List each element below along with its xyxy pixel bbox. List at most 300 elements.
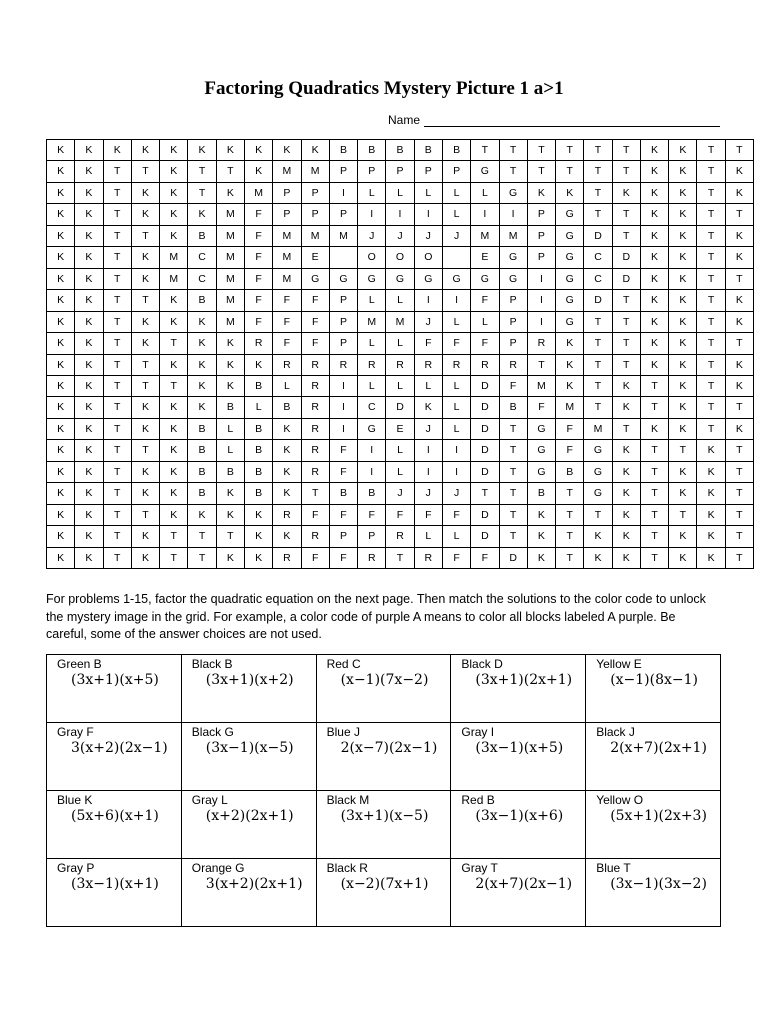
grid-cell: T — [386, 547, 414, 568]
grid-cell: R — [329, 354, 357, 375]
grid-cell: T — [612, 333, 640, 354]
factored-expression: (x+2)(2x+1) — [205, 808, 294, 824]
grid-cell: I — [358, 461, 386, 482]
grid-cell: J — [442, 225, 470, 246]
grid-cell: T — [499, 418, 527, 439]
grid-cell: T — [499, 504, 527, 525]
grid-cell: I — [527, 268, 555, 289]
grid-cell: P — [527, 247, 555, 268]
grid-cell: F — [273, 290, 301, 311]
grid-cell: E — [301, 247, 329, 268]
grid-cell: D — [471, 440, 499, 461]
grid-cell: K — [273, 440, 301, 461]
grid-cell: T — [697, 418, 725, 439]
grid-cell: J — [358, 225, 386, 246]
grid-cell: K — [244, 526, 272, 547]
color-code-label: Gray F — [57, 725, 94, 739]
grid-cell: M — [301, 161, 329, 182]
grid-cell: T — [103, 440, 131, 461]
grid-cell: L — [442, 375, 470, 396]
grid-cell: K — [640, 182, 668, 203]
grid-cell: R — [301, 354, 329, 375]
grid-cell: K — [697, 526, 725, 547]
grid-cell: L — [442, 182, 470, 203]
grid-cell: M — [216, 290, 244, 311]
grid-cell: K — [725, 418, 753, 439]
grid-cell: K — [47, 418, 75, 439]
grid-cell: K — [160, 140, 188, 161]
grid-cell: I — [442, 290, 470, 311]
grid-cell: M — [584, 418, 612, 439]
answer-choice — [451, 859, 586, 927]
answer-choices-table — [46, 654, 721, 927]
grid-cell: K — [47, 311, 75, 332]
grid-cell: R — [358, 354, 386, 375]
grid-cell: M — [160, 247, 188, 268]
grid-cell: P — [527, 204, 555, 225]
grid-cell: T — [103, 182, 131, 203]
grid-cell: K — [273, 461, 301, 482]
grid-cell: G — [358, 268, 386, 289]
grid-cell: G — [442, 268, 470, 289]
grid-cell: K — [640, 333, 668, 354]
grid-cell: K — [47, 354, 75, 375]
grid-cell: K — [640, 311, 668, 332]
grid-cell: T — [697, 225, 725, 246]
grid-cell: K — [612, 182, 640, 203]
grid-cell: K — [669, 225, 697, 246]
grid-cell: I — [527, 290, 555, 311]
grid-cell: K — [131, 333, 159, 354]
grid-cell: P — [329, 526, 357, 547]
grid-cell: D — [471, 418, 499, 439]
grid-cell: D — [471, 504, 499, 525]
grid-cell: T — [527, 354, 555, 375]
grid-cell: T — [725, 483, 753, 504]
grid-cell: D — [471, 461, 499, 482]
grid-row — [47, 461, 754, 482]
grid-cell: K — [669, 140, 697, 161]
grid-cell: F — [301, 333, 329, 354]
grid-cell: T — [103, 204, 131, 225]
grid-cell: K — [527, 526, 555, 547]
grid-cell: F — [556, 418, 584, 439]
grid-cell: B — [244, 461, 272, 482]
grid-cell: K — [160, 354, 188, 375]
grid-cell: T — [103, 504, 131, 525]
grid-cell: B — [244, 440, 272, 461]
grid-cell: K — [75, 354, 103, 375]
grid-cell: K — [188, 375, 216, 396]
grid-cell: F — [471, 333, 499, 354]
grid-cell: T — [527, 161, 555, 182]
grid-cell: R — [301, 397, 329, 418]
grid-cell: K — [640, 140, 668, 161]
factored-expression: (3x−1)(x+5) — [475, 740, 564, 756]
grid-cell: G — [584, 461, 612, 482]
grid-cell: D — [584, 225, 612, 246]
grid-cell: M — [273, 161, 301, 182]
grid-cell: G — [527, 461, 555, 482]
grid-cell: K — [640, 418, 668, 439]
grid-cell: K — [160, 504, 188, 525]
grid-cell: P — [301, 182, 329, 203]
grid-cell: K — [273, 418, 301, 439]
grid-cell: T — [160, 333, 188, 354]
grid-cell: K — [131, 397, 159, 418]
grid-cell: T — [103, 418, 131, 439]
grid-cell: B — [358, 140, 386, 161]
grid-cell: P — [499, 333, 527, 354]
grid-cell: L — [358, 375, 386, 396]
grid-cell: T — [640, 461, 668, 482]
grid-cell: K — [160, 440, 188, 461]
grid-cell: R — [244, 333, 272, 354]
grid-cell: G — [329, 268, 357, 289]
grid-cell: T — [556, 526, 584, 547]
grid-cell: T — [640, 440, 668, 461]
grid-cell: T — [640, 504, 668, 525]
grid-cell: K — [75, 461, 103, 482]
grid-cell: K — [612, 483, 640, 504]
grid-cell: M — [471, 225, 499, 246]
grid-cell: K — [301, 140, 329, 161]
color-code-label: Blue T — [596, 861, 631, 875]
grid-cell: K — [669, 268, 697, 289]
grid-cell: G — [471, 268, 499, 289]
grid-cell: T — [584, 204, 612, 225]
grid-cell: K — [75, 182, 103, 203]
grid-cell: I — [414, 290, 442, 311]
grid-cell: M — [273, 247, 301, 268]
grid-cell: T — [188, 182, 216, 203]
grid-cell: B — [188, 461, 216, 482]
grid-cell: K — [612, 461, 640, 482]
color-code-label: Red C — [326, 657, 361, 671]
grid-cell: D — [471, 526, 499, 547]
grid-cell: M — [273, 268, 301, 289]
grid-cell: K — [75, 311, 103, 332]
grid-cell: T — [697, 182, 725, 203]
grid-row — [47, 182, 754, 203]
grid-cell: J — [414, 311, 442, 332]
grid-cell: R — [358, 547, 386, 568]
grid-cell: L — [386, 333, 414, 354]
factored-expression: (3x−1)(x+6) — [475, 808, 564, 824]
grid-cell: T — [725, 333, 753, 354]
grid-cell: K — [669, 311, 697, 332]
grid-cell: K — [131, 418, 159, 439]
grid-cell: K — [75, 290, 103, 311]
grid-cell: K — [47, 504, 75, 525]
grid-cell: K — [697, 440, 725, 461]
grid-cell: T — [697, 290, 725, 311]
grid-cell: B — [442, 140, 470, 161]
color-code-label: Gray L — [191, 793, 228, 807]
grid-cell: G — [584, 440, 612, 461]
grid-cell: T — [103, 483, 131, 504]
grid-cell: K — [131, 182, 159, 203]
grid-cell: T — [499, 483, 527, 504]
grid-cell: T — [640, 375, 668, 396]
grid-cell: K — [75, 140, 103, 161]
answer-choice — [316, 655, 451, 723]
grid-row — [47, 247, 754, 268]
grid-cell: K — [612, 547, 640, 568]
answer-choice — [181, 655, 316, 723]
grid-cell: K — [669, 526, 697, 547]
grid-cell: K — [556, 333, 584, 354]
grid-cell: G — [556, 225, 584, 246]
grid-cell: K — [47, 440, 75, 461]
grid-cell: L — [414, 182, 442, 203]
grid-cell: T — [556, 547, 584, 568]
grid-cell: M — [273, 225, 301, 246]
grid-cell: K — [669, 397, 697, 418]
grid-cell: K — [131, 311, 159, 332]
grid-cell: K — [640, 268, 668, 289]
grid-cell: K — [75, 375, 103, 396]
grid-cell: I — [471, 204, 499, 225]
grid-cell: E — [386, 418, 414, 439]
grid-cell: T — [640, 397, 668, 418]
grid-cell: D — [471, 397, 499, 418]
grid-cell: F — [244, 290, 272, 311]
grid-cell: K — [556, 375, 584, 396]
grid-cell: K — [75, 204, 103, 225]
grid-cell: G — [471, 161, 499, 182]
grid-cell: K — [75, 440, 103, 461]
grid-cell: T — [612, 204, 640, 225]
grid-cell: T — [697, 268, 725, 289]
grid-cell: J — [414, 418, 442, 439]
grid-cell: F — [329, 504, 357, 525]
grid-cell: L — [358, 182, 386, 203]
grid-cell: M — [244, 182, 272, 203]
grid-cell: K — [612, 504, 640, 525]
grid-row — [47, 290, 754, 311]
grid-row — [47, 311, 754, 332]
grid-cell: T — [584, 311, 612, 332]
grid-cell: T — [103, 461, 131, 482]
grid-cell: T — [584, 161, 612, 182]
grid-cell: T — [612, 418, 640, 439]
grid-cell: T — [584, 354, 612, 375]
grid-cell: M — [527, 375, 555, 396]
grid-cell: K — [47, 225, 75, 246]
grid-cell: L — [442, 397, 470, 418]
grid-cell: F — [358, 504, 386, 525]
grid-cell: T — [188, 161, 216, 182]
answer-choice — [316, 723, 451, 791]
grid-cell: K — [697, 547, 725, 568]
grid-cell: K — [47, 204, 75, 225]
grid-cell: K — [725, 290, 753, 311]
grid-cell: K — [527, 547, 555, 568]
factored-expression: (3x+1)(x+5) — [71, 672, 159, 688]
grid-cell: K — [160, 483, 188, 504]
grid-cell: M — [216, 225, 244, 246]
grid-cell: T — [725, 140, 753, 161]
grid-cell: L — [358, 333, 386, 354]
grid-cell: T — [556, 140, 584, 161]
grid-cell: T — [584, 140, 612, 161]
grid-cell: K — [131, 461, 159, 482]
factored-expression: 3(x+2)(2x−1) — [71, 740, 168, 756]
grid-cell: T — [499, 140, 527, 161]
grid-cell: I — [414, 440, 442, 461]
grid-cell: F — [329, 547, 357, 568]
grid-cell: F — [244, 204, 272, 225]
grid-cell: K — [273, 483, 301, 504]
grid-cell: K — [612, 375, 640, 396]
grid-cell: T — [697, 161, 725, 182]
grid-row — [47, 547, 754, 568]
grid-cell: T — [103, 526, 131, 547]
grid-cell: T — [499, 440, 527, 461]
grid-cell: T — [103, 247, 131, 268]
grid-cell: T — [669, 504, 697, 525]
grid-cell: G — [499, 182, 527, 203]
grid-cell: P — [329, 311, 357, 332]
grid-cell: D — [499, 547, 527, 568]
grid-cell: F — [244, 247, 272, 268]
grid-cell: K — [103, 140, 131, 161]
grid-cell: R — [414, 354, 442, 375]
grid-cell: C — [584, 247, 612, 268]
factored-expression: (3x−1)(x+1) — [71, 876, 159, 892]
grid-cell: I — [358, 440, 386, 461]
grid-cell: K — [160, 204, 188, 225]
grid-cell: J — [386, 483, 414, 504]
grid-cell: P — [301, 204, 329, 225]
grid-cell: O — [414, 247, 442, 268]
grid-cell: F — [301, 290, 329, 311]
grid-cell: T — [131, 225, 159, 246]
grid-cell: T — [584, 397, 612, 418]
grid-cell: B — [216, 397, 244, 418]
grid-cell: T — [131, 290, 159, 311]
grid-cell: L — [442, 418, 470, 439]
grid-cell: K — [188, 311, 216, 332]
factored-expression: (3x+1)(2x+1) — [475, 672, 573, 688]
grid-cell: I — [329, 375, 357, 396]
grid-cell: K — [216, 140, 244, 161]
grid-cell: F — [273, 333, 301, 354]
answer-choice — [316, 859, 451, 927]
grid-cell: C — [188, 268, 216, 289]
grid-cell: T — [131, 161, 159, 182]
grid-cell: F — [301, 504, 329, 525]
grid-cell: P — [329, 333, 357, 354]
grid-cell: L — [386, 290, 414, 311]
answer-choice — [586, 859, 721, 927]
grid-cell: T — [160, 526, 188, 547]
grid-cell: F — [556, 440, 584, 461]
grid-cell: K — [216, 547, 244, 568]
grid-cell: T — [103, 547, 131, 568]
grid-cell: D — [471, 375, 499, 396]
answer-choice — [451, 723, 586, 791]
grid-cell: K — [47, 397, 75, 418]
grid-cell: G — [556, 290, 584, 311]
grid-row — [47, 504, 754, 525]
grid-cell: G — [556, 204, 584, 225]
grid-cell: K — [188, 397, 216, 418]
grid-cell: G — [301, 268, 329, 289]
grid-cell: T — [556, 504, 584, 525]
grid-cell: L — [386, 440, 414, 461]
grid-row — [47, 161, 754, 182]
grid-cell: R — [499, 354, 527, 375]
grid-cell: K — [216, 182, 244, 203]
grid-cell: G — [527, 418, 555, 439]
grid-cell: I — [442, 461, 470, 482]
grid-cell: K — [47, 268, 75, 289]
answer-choice — [451, 655, 586, 723]
grid-cell: G — [386, 268, 414, 289]
grid-cell: T — [584, 375, 612, 396]
grid-cell: K — [75, 397, 103, 418]
color-code-label: Black D — [461, 657, 503, 671]
grid-cell — [442, 247, 470, 268]
grid-cell: R — [273, 354, 301, 375]
grid-cell: T — [188, 526, 216, 547]
grid-cell: K — [75, 333, 103, 354]
grid-row — [47, 526, 754, 547]
answer-choice — [47, 655, 182, 723]
grid-cell: T — [725, 268, 753, 289]
grid-cell: T — [131, 440, 159, 461]
grid-cell: M — [329, 225, 357, 246]
grid-cell: K — [612, 397, 640, 418]
answer-choice — [47, 859, 182, 927]
grid-cell: I — [414, 204, 442, 225]
grid-cell: F — [442, 547, 470, 568]
grid-cell: T — [697, 204, 725, 225]
grid-cell: R — [386, 526, 414, 547]
grid-cell: G — [499, 247, 527, 268]
answer-row — [47, 791, 721, 859]
grid-cell: M — [216, 247, 244, 268]
grid-cell: K — [160, 311, 188, 332]
grid-cell: D — [612, 247, 640, 268]
grid-cell: K — [75, 247, 103, 268]
grid-cell: T — [103, 397, 131, 418]
grid-cell: M — [216, 311, 244, 332]
grid-cell: B — [188, 225, 216, 246]
grid-cell: L — [273, 375, 301, 396]
grid-cell: P — [273, 204, 301, 225]
grid-cell: B — [329, 140, 357, 161]
grid-cell: T — [725, 547, 753, 568]
grid-cell: B — [244, 375, 272, 396]
factored-expression: (3x+1)(x−5) — [340, 808, 429, 824]
grid-cell: T — [725, 504, 753, 525]
grid-cell: K — [725, 247, 753, 268]
answer-choice — [451, 791, 586, 859]
grid-cell: R — [301, 375, 329, 396]
grid-row — [47, 375, 754, 396]
grid-cell: B — [386, 140, 414, 161]
grid-cell: K — [75, 225, 103, 246]
grid-cell: T — [103, 311, 131, 332]
answer-choice — [181, 859, 316, 927]
grid-cell: K — [556, 182, 584, 203]
grid-cell: K — [556, 354, 584, 375]
grid-cell: T — [527, 140, 555, 161]
grid-cell: K — [697, 461, 725, 482]
